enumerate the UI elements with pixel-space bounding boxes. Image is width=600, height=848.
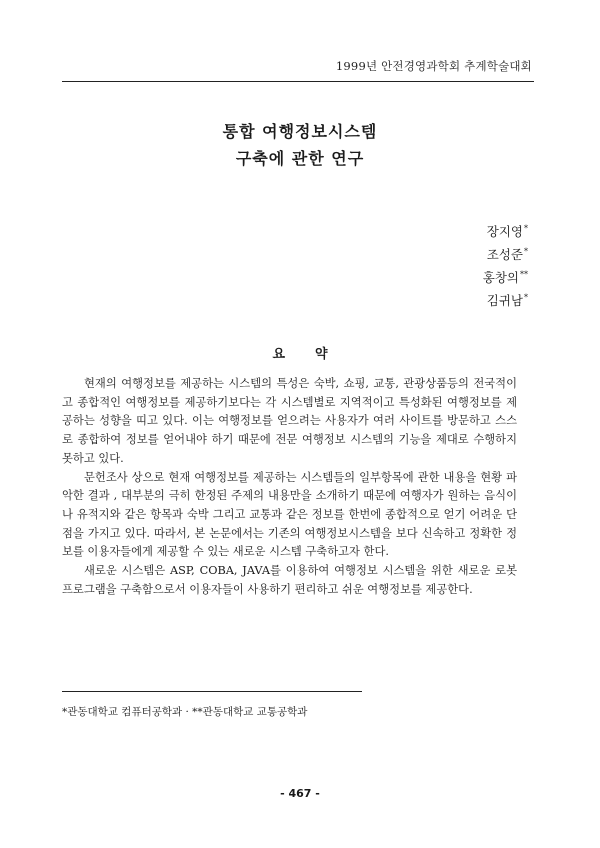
abstract-body (62, 375, 517, 599)
page-number: - 467 - (280, 787, 320, 800)
author-name: 김귀남 (486, 293, 523, 308)
header-rule (62, 81, 534, 82)
author (328, 289, 528, 312)
title-line-2: 구축에 관한 연구 (235, 149, 365, 168)
abstract-heading (0, 343, 600, 362)
abstract-heading-char: 약 (315, 347, 328, 362)
paper-title (0, 118, 600, 172)
abstract-paragraph: 새로운 시스템은 ASP, COBA, JAVA를 이용하여 여행정보 시스템을 위한 새로운 로봇 프로그램을 구축함으로서 이용자들이 사용하기 편리하고 쉬운 여행정보를 제공한다. (62, 564, 517, 596)
title-line-1: 통합 여행정보시스템 (222, 122, 378, 141)
affiliation-mark: * (524, 224, 528, 233)
affiliation-mark: * (524, 247, 528, 256)
author-list (328, 220, 528, 312)
author (328, 220, 528, 243)
abstract-heading-char: 요 (272, 347, 285, 362)
footnote-rule (62, 691, 362, 692)
author-name: 장지영 (486, 224, 523, 239)
abstract-paragraph: 문헌조사 상으로 현재 여행정보를 제공하는 시스템들의 일부항목에 관한 내용을 현황 파악한 결과 , 대부분의 극히 한정된 주제의 내용만을 소개하기 때문에 여행자가 원하는 음식이나 유적지와 같은 항목과 숙박 그리고 교통과 같은 정보를 한번에 종합적으로 얻기 어려운 단점을 가지고 있다. 따라서, 본 논문에서는 기존의 여행정보시스템을 보다 신속하고 정확한 정보를 이용자들에게 제공할 수 있는 새로운 시스템 구축하고자 한다. (62, 470, 517, 559)
conference-header: 1999년 안전경영과학회 추계학술대회 (335, 59, 532, 73)
affiliation-footnote: *관동대학교 컴퓨터공학과 · **관동대학교 교통공학과 (62, 706, 308, 718)
author (328, 243, 528, 266)
affiliation-mark: ** (520, 270, 528, 279)
affiliation-mark: * (524, 293, 528, 302)
author (328, 266, 528, 289)
abstract-paragraph: 현재의 여행정보를 제공하는 시스템의 특성은 숙박, 쇼핑, 교통, 관광상품등의 전국적이고 종합적인 여행정보를 제공하기보다는 각 시스템별로 지역적이고 특성화된 여행정보를 제공하는 성향을 띠고 있다. 이는 여행정보를 얻으려는 사용자가 여러 사이트를 방문하고 스스로 종합하여 정보를 얻어내야 하기 때문에 전문 여행정보 시스템의 기능을 제대로 수행하지 못하고 있다. (62, 377, 517, 465)
author-name: 조성준 (486, 247, 523, 262)
author-name: 홍창의 (482, 270, 519, 285)
